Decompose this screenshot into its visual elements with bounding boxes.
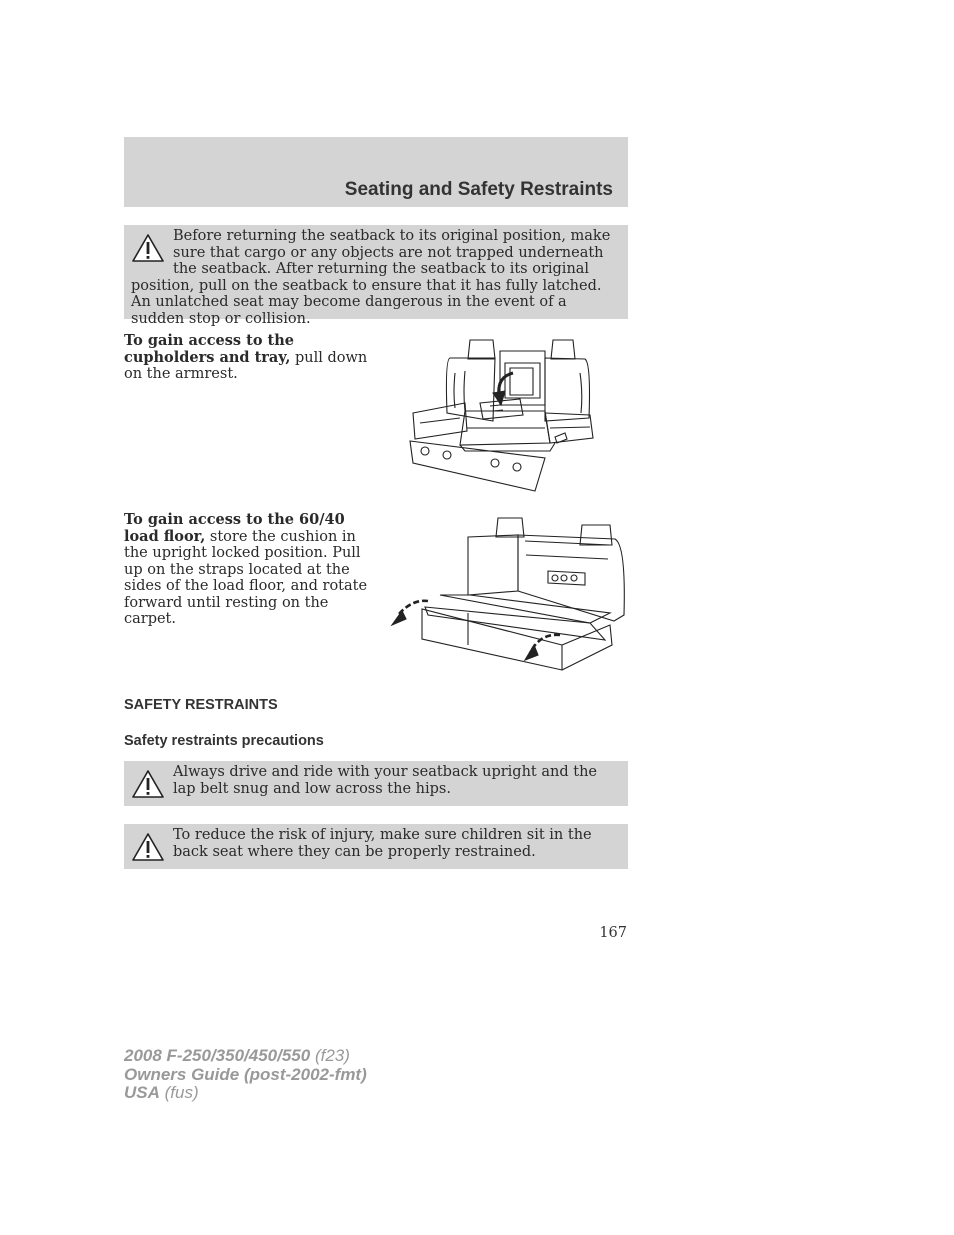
cupholders-text: pull down on the armrest.	[124, 349, 368, 382]
warning-text: Before returning the seatback to its original position, make sure that cargo or any objects are not trapped underneath the seatback. After returning the seatback to its original position, pull on the seatback to ensure that it has fully latched. An unlatched seat may become dangerous in the event of a sudden stop or collision.	[131, 228, 611, 327]
warning-icon	[131, 769, 165, 799]
warning-box-children	[124, 824, 628, 869]
warning-text: To reduce the risk of injury, make sure children sit in the back seat where they can be properly restrained.	[173, 827, 592, 860]
section-header-bar	[124, 137, 628, 207]
warning-box-seatback	[124, 225, 628, 327]
warning-box-seatback-upright	[124, 761, 628, 806]
footer-line-3	[124, 1084, 367, 1103]
load-floor-text: store the cushion in the upright locked position. Pull up on the straps located at the sides of the load floor, and rotate forward until resting on the carpet.	[124, 528, 368, 627]
section-heading: SAFETY RESTRAINTS	[124, 697, 278, 713]
footer-line-1	[124, 1047, 367, 1066]
footer-market: USA	[124, 1083, 160, 1102]
warning-text: Always drive and ride with your seatback upright and the lap belt snug and low across the hips.	[173, 764, 597, 797]
warning-icon	[131, 233, 165, 263]
load-floor-paragraph	[124, 512, 379, 628]
warning-icon	[131, 832, 165, 862]
load-floor-bold: To gain access to the 60/40 load floor,	[124, 511, 345, 545]
footer-model: 2008 F-250/350/450/550	[124, 1046, 311, 1065]
footer-market-code: (fus)	[159, 1083, 199, 1102]
page-number: 167	[599, 925, 627, 941]
cupholders-bold: To gain access to the cupholders and tray,	[124, 332, 295, 366]
footer-model-code: (f23)	[310, 1046, 350, 1065]
cupholders-paragraph	[124, 333, 379, 383]
armrest-cupholder-illustration	[405, 333, 600, 493]
footer-guide: Owners Guide (post-2002-fmt)	[124, 1064, 367, 1084]
load-floor-illustration	[390, 515, 630, 673]
section-subheading: Safety restraints precautions	[124, 733, 324, 749]
footer-line-2	[124, 1066, 367, 1085]
document-footer	[124, 1047, 367, 1103]
section-title: Seating and Safety Restraints	[344, 179, 613, 200]
